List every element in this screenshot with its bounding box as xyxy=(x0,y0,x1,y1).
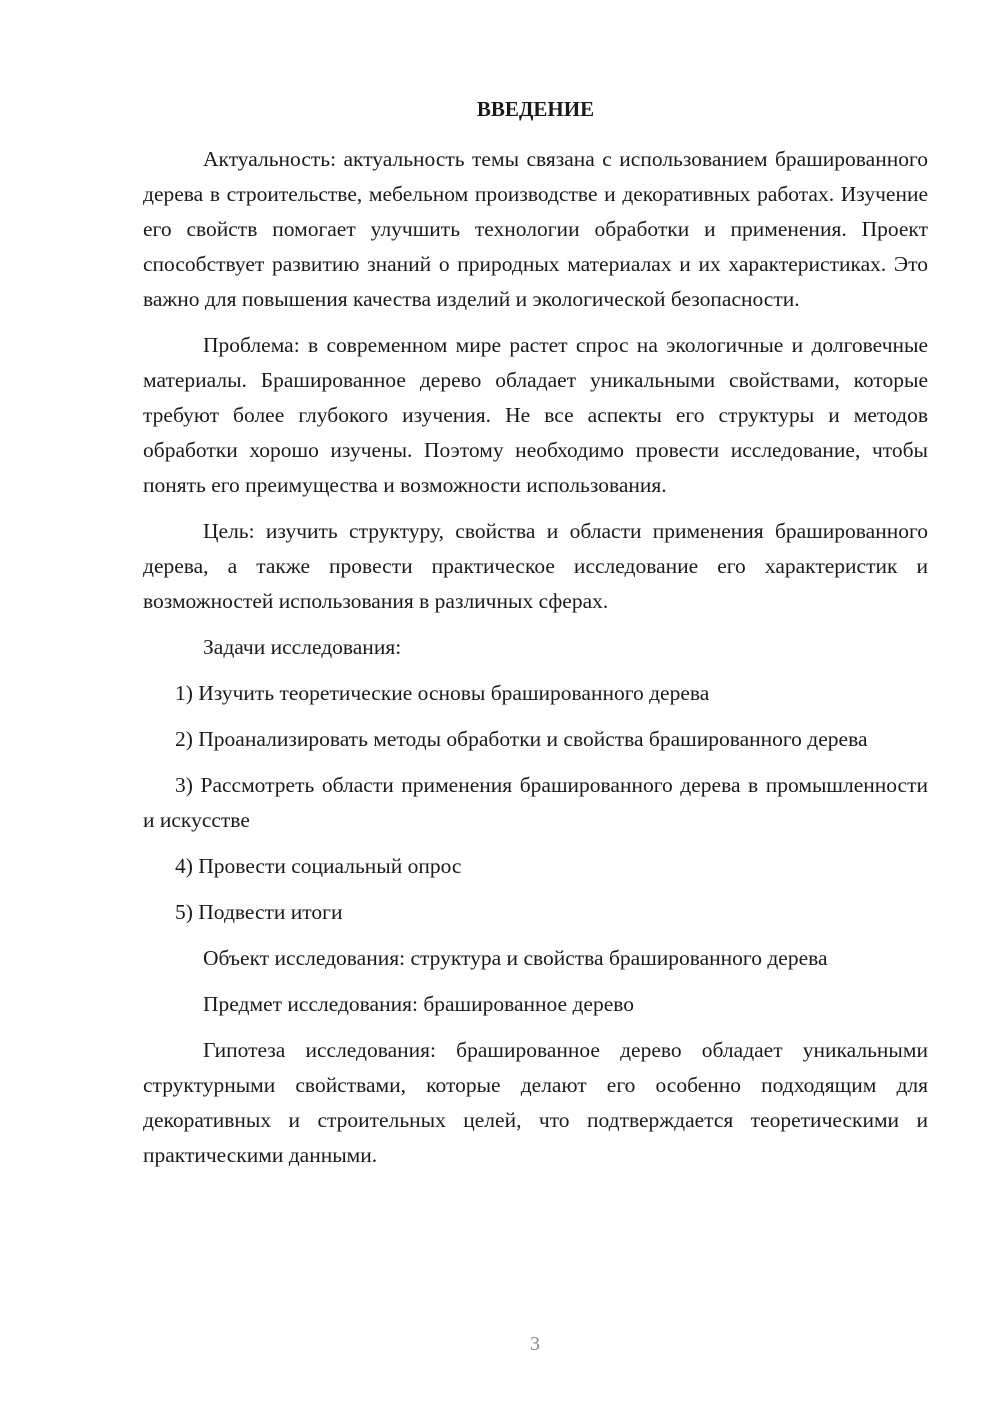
goal-paragraph: Цель: изучить структуру, свойства и области применения брашированного дерева, а также провести практическое исследование его характеристик и возможностей использования в различных сферах. xyxy=(143,519,928,613)
problem-paragraph: Проблема: в современном мире растет спрос на экологичные и долговечные материалы. Брашированное дерево обладает уникальными свойствами, которые требуют более глубокого изучения. Не все аспекты его структуры и методов обработки хорошо изучены. Поэтому необходимо провести исследование, чтобы понять его преимущества и возможности использования. xyxy=(143,333,928,497)
tasks-label: Задачи исследования: xyxy=(203,635,402,659)
task-item-3: 3) Рассмотреть области применения брашированного дерева в промышленности и искусстве xyxy=(143,773,928,832)
page-number: 3 xyxy=(530,1333,540,1355)
tasks-list xyxy=(143,676,928,930)
task-item-2: 2) Проанализировать методы обработки и свойства брашированного дерева xyxy=(175,727,868,751)
hypothesis-paragraph: Гипотеза исследования: брашированное дерево обладает уникальными структурными свойствами, которые делают его особенно подходящим для декоративных и строительных целей, что подтверждается теоретическими и практическими данными. xyxy=(143,1038,928,1167)
document-page xyxy=(143,92,928,1184)
subject-paragraph: Предмет исследования: брашированное дерево xyxy=(203,992,634,1016)
section-heading: ВВЕДЕНИЕ xyxy=(476,97,595,121)
task-item-1: 1) Изучить теоретические основы брашированного дерева xyxy=(175,681,710,705)
relevance-paragraph: Актуальность: актуальность темы связана с использованием брашированного дерева в строительстве, мебельном производстве и декоративных работах. Изучение его свойств помогает улучшить технологии обработки и применения. Проект способствует развитию знаний о природных материалах и их характеристиках. Это важно для повышения качества изделий и экологической безопасности. xyxy=(143,147,928,311)
task-item-4: 4) Провести социальный опрос xyxy=(175,854,462,878)
task-item-5: 5) Подвести итоги xyxy=(175,900,343,924)
object-paragraph: Объект исследования: структура и свойства брашированного дерева xyxy=(203,946,828,970)
